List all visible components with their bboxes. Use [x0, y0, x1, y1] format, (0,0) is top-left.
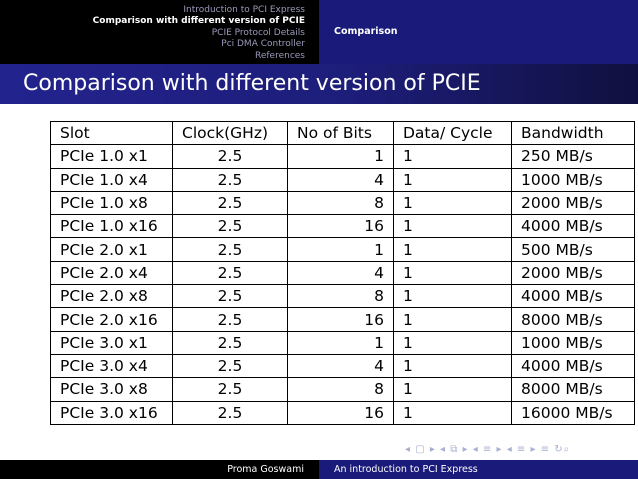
section-navigation [0, 0, 319, 64]
nav-section-references[interactable]: References [254, 51, 305, 61]
table-row [51, 285, 635, 308]
cell-bits: 8 [288, 285, 394, 308]
cell-slot: PCIe 1.0 x4 [51, 168, 173, 191]
cell-data-cycle: 1 [394, 401, 512, 424]
cell-slot: PCIe 2.0 x1 [51, 238, 173, 261]
table-row [51, 331, 635, 354]
cell-slot: PCIe 1.0 x16 [51, 215, 173, 238]
nav-section-protocol[interactable]: PCIE Protocol Details [211, 28, 305, 38]
cell-bits: 16 [288, 401, 394, 424]
table-row [51, 308, 635, 331]
cell-clock: 2.5 [173, 145, 288, 168]
cell-slot: PCIe 2.0 x16 [51, 308, 173, 331]
table-body [51, 145, 635, 425]
cell-clock: 2.5 [173, 331, 288, 354]
header-clock: Clock(GHz) [173, 122, 288, 145]
cell-bandwidth: 4000 MB/s [512, 285, 635, 308]
cell-bits: 8 [288, 191, 394, 214]
nav-subsection-comparison[interactable]: Comparison [334, 26, 398, 37]
table-row [51, 378, 635, 401]
footer-title: An introduction to PCI Express [334, 464, 478, 475]
cell-bits: 1 [288, 331, 394, 354]
cell-slot: PCIe 3.0 x1 [51, 331, 173, 354]
footer-author-box [0, 460, 319, 479]
cell-bits: 4 [288, 261, 394, 284]
cell-bits: 8 [288, 378, 394, 401]
cell-slot: PCIe 3.0 x8 [51, 378, 173, 401]
header-data-cycle: Data/ Cycle [394, 122, 512, 145]
cell-data-cycle: 1 [394, 215, 512, 238]
cell-bandwidth: 8000 MB/s [512, 308, 635, 331]
table-row [51, 191, 635, 214]
cell-data-cycle: 1 [394, 261, 512, 284]
footer-title-box [319, 460, 638, 479]
headline-bar [0, 0, 638, 64]
table-header-row [51, 122, 635, 145]
cell-slot: PCIe 1.0 x1 [51, 145, 173, 168]
table-row [51, 354, 635, 377]
cell-clock: 2.5 [173, 354, 288, 377]
table-row [51, 238, 635, 261]
cell-bits: 16 [288, 215, 394, 238]
cell-data-cycle: 1 [394, 191, 512, 214]
footer-author: Proma Goswami [227, 464, 304, 475]
cell-slot: PCIe 3.0 x16 [51, 401, 173, 424]
pcie-comparison-table [50, 121, 635, 425]
header-bandwidth: Bandwidth [512, 122, 635, 145]
cell-clock: 2.5 [173, 191, 288, 214]
frame-title: Comparison with different version of PCIE [23, 71, 481, 96]
table-row [51, 145, 635, 168]
cell-bandwidth: 4000 MB/s [512, 354, 635, 377]
cell-data-cycle: 1 [394, 285, 512, 308]
cell-bandwidth: 2000 MB/s [512, 261, 635, 284]
header-bits: No of Bits [288, 122, 394, 145]
cell-clock: 2.5 [173, 215, 288, 238]
cell-data-cycle: 1 [394, 378, 512, 401]
table-row [51, 215, 635, 238]
cell-clock: 2.5 [173, 378, 288, 401]
cell-bits: 16 [288, 308, 394, 331]
cell-bits: 4 [288, 354, 394, 377]
cell-slot: PCIe 2.0 x8 [51, 285, 173, 308]
cell-data-cycle: 1 [394, 168, 512, 191]
table-row [51, 261, 635, 284]
subsection-navigation [319, 0, 638, 64]
cell-slot: PCIe 3.0 x4 [51, 354, 173, 377]
cell-bandwidth: 250 MB/s [512, 145, 635, 168]
nav-section-dma[interactable]: Pci DMA Controller [221, 39, 305, 49]
frame-title-bar [0, 64, 638, 104]
header-slot: Slot [51, 122, 173, 145]
cell-data-cycle: 1 [394, 308, 512, 331]
cell-clock: 2.5 [173, 238, 288, 261]
cell-clock: 2.5 [173, 308, 288, 331]
cell-clock: 2.5 [173, 168, 288, 191]
cell-bandwidth: 1000 MB/s [512, 331, 635, 354]
cell-bandwidth: 2000 MB/s [512, 191, 635, 214]
nav-section-introduction[interactable]: Introduction to PCI Express [183, 5, 305, 15]
cell-bits: 1 [288, 238, 394, 261]
cell-bandwidth: 4000 MB/s [512, 215, 635, 238]
nav-section-comparison[interactable]: Comparison with different version of PCIE [92, 16, 305, 26]
cell-bandwidth: 16000 MB/s [512, 401, 635, 424]
cell-bandwidth: 500 MB/s [512, 238, 635, 261]
cell-data-cycle: 1 [394, 238, 512, 261]
cell-clock: 2.5 [173, 401, 288, 424]
table-row [51, 168, 635, 191]
cell-bandwidth: 8000 MB/s [512, 378, 635, 401]
cell-clock: 2.5 [173, 285, 288, 308]
cell-bits: 1 [288, 145, 394, 168]
beamer-navigation-icons[interactable]: ◂ ▢ ▸ ◂ ⧉ ▸ ◂ ≡ ▸ ◂ ≡ ▸ ≡ ↻⌕ [405, 444, 571, 455]
cell-slot: PCIe 2.0 x4 [51, 261, 173, 284]
cell-data-cycle: 1 [394, 145, 512, 168]
cell-data-cycle: 1 [394, 331, 512, 354]
cell-data-cycle: 1 [394, 354, 512, 377]
cell-clock: 2.5 [173, 261, 288, 284]
cell-bandwidth: 1000 MB/s [512, 168, 635, 191]
table-row [51, 401, 635, 424]
cell-slot: PCIe 1.0 x8 [51, 191, 173, 214]
footline [0, 460, 638, 479]
cell-bits: 4 [288, 168, 394, 191]
